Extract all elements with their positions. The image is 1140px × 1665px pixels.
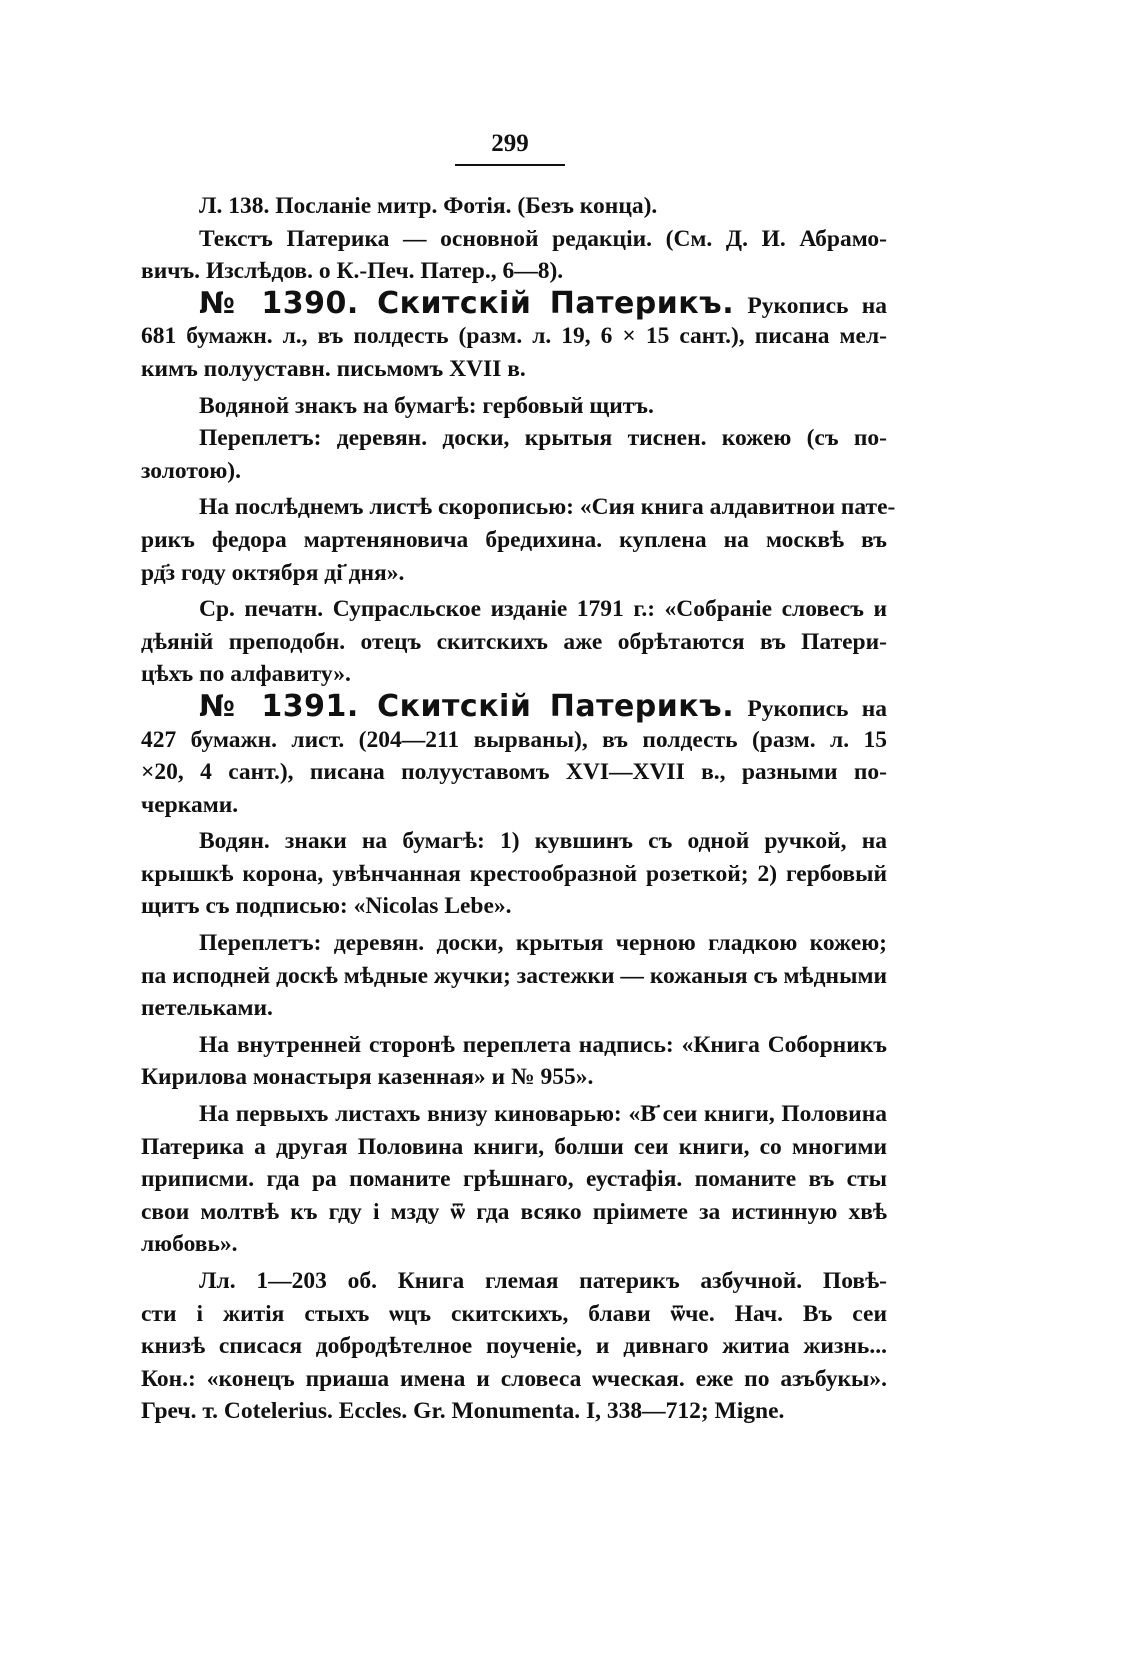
line-text: Водяной знакъ на бумагѣ: гербовый щитъ. [199,392,654,419]
line-text: книзѣ списася добродѣтелное поученіе, и дивнаго житиа жизнь... [141,1333,887,1360]
text-line [141,626,887,659]
line-text: приписми. гда ра поманите грѣшнаго, еустафія. поманите въ сты [141,1166,887,1193]
line-text: рикъ федора мартеняновича бредихина. куплена на москвѣ въ [141,526,887,553]
text-line [141,789,887,822]
text-line [141,1163,887,1196]
line-text: Патерика а другая Половина книги, болши сеи книги, со многими [141,1133,887,1160]
line-text: Ср. печатн. Супрасльское изданіе 1791 г.: «Собраніе словесъ и [199,596,887,623]
line-text: петельками. [141,995,273,1022]
text-line [141,524,887,557]
entry-heading-line [141,688,888,724]
line-text: На внутренней сторонѣ переплета надпись: «Книга Соборникъ [199,1031,887,1058]
line-text: На первыхъ листахъ внизу киноварью: «В҃ сеи книги, Половина [199,1101,887,1128]
line-text: золотою). [141,457,242,484]
text-line [141,1228,887,1261]
text-line [141,353,887,386]
text-line [141,1395,887,1428]
text-line [141,658,887,691]
line-text: Лл. 1—203 об. Книга глемая патерикъ азбучной. Повѣ- [199,1268,887,1294]
line-text: Рукопись на [734,695,888,722]
text-line [141,927,887,960]
text-line [141,255,887,288]
line-text: сти і житія стыхъ ѡцъ скитскихъ, блави ѿче. Нач. Въ сеи [141,1300,887,1327]
line-text: цѣхъ по алфавиту». [141,661,351,688]
line-text: Переплетъ: деревян. доски, крытыя тиснен. кожею (съ по- [199,425,887,452]
line-text: вичъ. Изслѣдов. о К.-Печ. Патер., 6—8). [141,258,564,285]
line-text: крышкѣ корона, увѣнчанная крестообразной розеткой; 2) гербовый [141,860,887,887]
text-line [141,858,887,891]
entry-heading: № 1390. Скитскій Патерикъ. [199,285,735,321]
body-text [141,190,896,1428]
text-line [141,1298,887,1331]
text-line [141,320,887,353]
text-line [141,1196,887,1229]
line-text: Рукопись на [734,292,888,319]
line-text: кимъ полууставн. письмомъ XVII в. [141,355,526,382]
text-line [141,422,887,455]
line-text: 681 бумажн. л., въ полдесть (разм. л. 19, 6 × 15 сант.), писана мел- [141,323,887,350]
text-line [141,1029,887,1062]
line-text: Текстъ Патерика — основной редакціи. (См. Д. И. Абрамо- [199,225,887,252]
line-text: 427 бумажн. лист. (204—211 вырваны), въ полдесть (разм. л. 15 [141,726,887,753]
text-line [141,593,887,626]
line-text: рд҃з году октября ді҃ дня». [141,559,405,586]
text-line [141,1131,887,1164]
line-text: Кирилова монастыря казенная» и № 955». [141,1064,594,1091]
text-line [141,825,887,858]
line-text: Греч. т. Cotelerius. Eccles. Gr. Monumenta. I, 338—712; Migne. [141,1398,785,1425]
text-line [141,390,887,423]
text-line [141,491,896,524]
text-line [141,455,887,488]
line-text: Водян. знаки на бумагѣ: 1) кувшинъ съ одной ручкой, на [199,828,887,855]
line-text: па исподней доскѣ мѣдные жучки; застежки — кожаныя съ мѣдными [141,962,887,989]
page-number: 299 [455,130,565,166]
line-text: На послѣднемъ листѣ скорописью: «Сия книга алдавитнои пате- [199,494,896,521]
line-text: свои молтвѣ къ гду і мзду ѿ гда всяко пріимете за истинную хвѣ [141,1198,887,1225]
text-line [141,960,887,993]
line-text: ×20, 4 сант.), писана полууставомъ XVI—XVII в., разными по- [141,759,887,786]
entry-heading: № 1391. Скитскій Патерикъ. [199,688,735,724]
line-text: Л. 138. Посланіе митр. Фотія. (Безъ конца). [199,193,658,219]
text-line [141,557,887,590]
text-line [141,190,887,223]
text-line [141,1330,887,1363]
text-line [141,1061,887,1094]
entry-heading-line [141,285,888,321]
text-line [141,890,887,923]
line-text: черками. [141,791,239,818]
text-line [141,756,887,789]
text-line [141,724,887,757]
line-text: дѣяній преподобн. отецъ скитскихъ аже обрѣтаются въ Патери- [141,628,887,655]
line-text: Кон.: «конецъ приаша имена и словеса ѡческая. еже по азъбукы». [141,1365,887,1392]
line-text: щитъ съ подписью: «Nicolas Lebe». [141,893,512,920]
text-line [141,1098,887,1131]
text-line [141,223,887,256]
line-text: Переплетъ: деревян. доски, крытыя черною гладкою кожею; [199,930,887,957]
text-line [141,992,887,1025]
text-line [141,1363,887,1396]
line-text: любовь». [141,1231,238,1258]
text-line [141,1265,887,1298]
